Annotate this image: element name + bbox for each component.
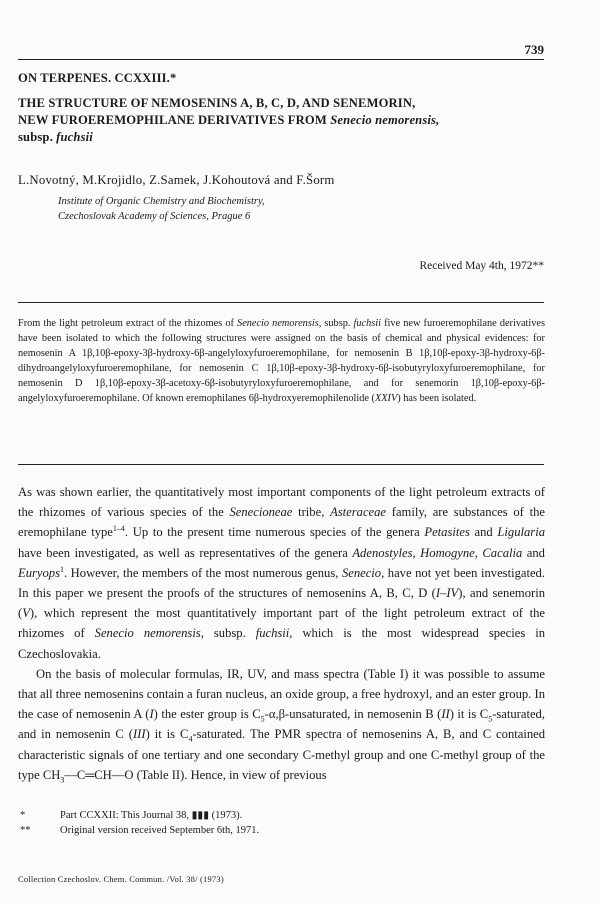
p1-text: and bbox=[522, 545, 545, 560]
p1-subspecies: fuchsii, bbox=[255, 626, 293, 641]
footnote-1 bbox=[18, 808, 259, 823]
footnote-text: Part CCXXII: This Journal 38, ▮▮▮ (1973). bbox=[60, 810, 243, 821]
title-line-3-text: subsp. bbox=[18, 130, 57, 144]
p1-genus: Euryops bbox=[18, 565, 60, 580]
p2-compound-ref: III bbox=[132, 727, 146, 742]
p2-text: On the basis of molecular formulas, IR, UV, and mass spectra (Table I) it was possible to assume that all three nemosenins contain a furan nucleus, an oxide group, a free hydroxyl, and an ester group. In the case of nemosenin A ( bbox=[18, 666, 545, 722]
abstract-species: Senecio nemorensis, bbox=[237, 318, 322, 329]
journal-footer: Collection Czechoslov. Chem. Commun. /Vol. 38/ (1973) bbox=[18, 874, 224, 884]
body-text bbox=[18, 482, 545, 785]
p1-text: and bbox=[469, 525, 498, 540]
p1-family: Asteraceae bbox=[330, 505, 387, 520]
title-line-2 bbox=[18, 112, 563, 129]
series-title: ON TERPENES. CCXXIII.* bbox=[18, 71, 177, 85]
p2-compound-ref: II bbox=[441, 707, 450, 722]
abstract-bottom-rule bbox=[18, 464, 544, 465]
affiliation-line-2: Czechoslovak Academy of Sciences, Prague 6 bbox=[58, 210, 251, 222]
p1-text: As was shown earlier, the quantitatively most important components of the light petroleum extracts of the rhizomes of various species of the bbox=[18, 485, 545, 520]
p2-text: ) the ester group is C bbox=[153, 707, 261, 722]
p1-text: ), and senemorin ( bbox=[18, 586, 545, 621]
subscript: 3 bbox=[60, 775, 65, 785]
p1-genus: Petasites bbox=[424, 525, 470, 540]
abstract-text-1: From the light petroleum extract of the rhizomes of bbox=[18, 318, 238, 329]
footnote-mark: ** bbox=[20, 825, 31, 836]
footnote-2 bbox=[18, 823, 259, 838]
p1-text: ), which represent the most quantitatively important part of the light petroleum extract of the rhizomes of bbox=[18, 606, 545, 641]
p2-text: -α,β-unsaturated, in nemosenin B ( bbox=[264, 707, 442, 722]
p1-species: Senecio nemorensis, bbox=[94, 626, 204, 641]
title-species: Senecio nemorensis, bbox=[330, 113, 440, 127]
footnotes bbox=[18, 808, 259, 838]
affiliation-line-1: Institute of Organic Chemistry and Biochemistry, bbox=[58, 196, 265, 207]
footnote-mark: * bbox=[20, 810, 26, 821]
abstract-text-2: subsp. bbox=[321, 318, 354, 329]
p1-tribe: Senecioneae bbox=[229, 505, 293, 520]
page-number: 739 bbox=[524, 42, 544, 57]
abstract-compound-ref: XXIV bbox=[374, 393, 398, 404]
footnote-text: Original version received September 6th, 1971. bbox=[60, 825, 260, 836]
abstract bbox=[18, 316, 545, 406]
p2-text: -saturated. The PMR spectra of nemosenins A, B, and C contained characteristic signals of one tertiary and one secondary C-methyl group and one C-methyl group of the type CH bbox=[18, 727, 546, 782]
p1-text: subsp. bbox=[203, 626, 256, 641]
article-title bbox=[18, 95, 563, 146]
abstract-top-rule bbox=[18, 302, 544, 303]
p1-compound-ref: I–IV bbox=[435, 586, 459, 601]
affiliation bbox=[58, 195, 265, 224]
citation-sup: 1 bbox=[59, 564, 64, 574]
p1-text: have been investigated, as well as representatives of the genera bbox=[18, 545, 353, 560]
p2-text: ) it is C bbox=[449, 707, 489, 722]
title-line-3 bbox=[18, 129, 563, 146]
paragraph-2 bbox=[18, 664, 545, 785]
p1-text: which is the most widespread species in Czechoslovakia. bbox=[18, 626, 546, 661]
p1-text: have not yet been investigated. In this paper we present the proofs of the structures of nemosenins A, B, C, D ( bbox=[18, 565, 545, 601]
subscript: 5 bbox=[260, 714, 265, 724]
p1-text: tribe, bbox=[292, 505, 331, 520]
received-date: Received May 4th, 1972** bbox=[419, 260, 544, 272]
title-line-2-text: NEW FUROEREMOPHILANE DERIVATIVES FROM bbox=[18, 113, 331, 127]
p2-text: -saturated, and in nemosenin C ( bbox=[18, 707, 546, 742]
citation-sup: 1–4 bbox=[112, 524, 125, 534]
p2-text: —C═CH—O (Table II). Hence, in view of previous bbox=[64, 767, 327, 782]
abstract-text-3: five new furoeremophilane derivatives have been isolated to which the following structures were assigned on the basis of chemical and physical evidences: for nemosenin A 1β,10β-epoxy-3β-hydroxy-6β-angelyloxyfuroeremophilane, for nemosenin B 1β,10β-epoxy-3β-hydroxy-6β-dihydroangelyloxyfuroeremophilane, for nemosenin C 1β,10β-epoxy-3β-hydroxy-6β-isobutyryloxyfuroeremophilane, for nemosenin D 1β,10β-epoxy-3β-acetoxy-6β-isobutyryloxyfuroeremophilane, and for senemorin 1β,10β-epoxy-6β-angelyloxyfuroeremophilane. Of known eremophilanes 6β-hydroxyeremophilenolide ( bbox=[18, 318, 545, 404]
abstract-subspecies: fuchsii bbox=[353, 318, 382, 329]
p2-compound-ref: I bbox=[149, 707, 154, 722]
p2-text: ) it is C bbox=[145, 727, 189, 742]
p1-genus: Senecio, bbox=[341, 565, 385, 580]
p1-text: . Up to the present time numerous species of the genera bbox=[124, 525, 425, 540]
abstract-text-4: ) has been isolated. bbox=[397, 393, 477, 404]
p1-compound-ref: V bbox=[22, 606, 30, 621]
paragraph-1 bbox=[18, 482, 545, 664]
title-subspecies: fuchsii bbox=[56, 130, 93, 144]
header-rule bbox=[18, 59, 544, 60]
p1-genera: Adenostyles, Homogyne, Cacalia bbox=[352, 545, 523, 560]
authors: L.Novotný, M.Krojidlo, Z.Samek, J.Kohoutová and F.Šorm bbox=[18, 173, 335, 187]
title-line-1: THE STRUCTURE OF NEMOSENINS A, B, C, D, AND SENEMORIN, bbox=[18, 96, 416, 110]
p1-text: family, are substances of the eremophilane type bbox=[18, 505, 545, 540]
p1-genus: Ligularia bbox=[497, 525, 545, 540]
subscript: 5 bbox=[488, 714, 493, 724]
subscript: 4 bbox=[188, 734, 193, 744]
p1-text: . However, the members of the most numerous genus, bbox=[63, 565, 342, 580]
